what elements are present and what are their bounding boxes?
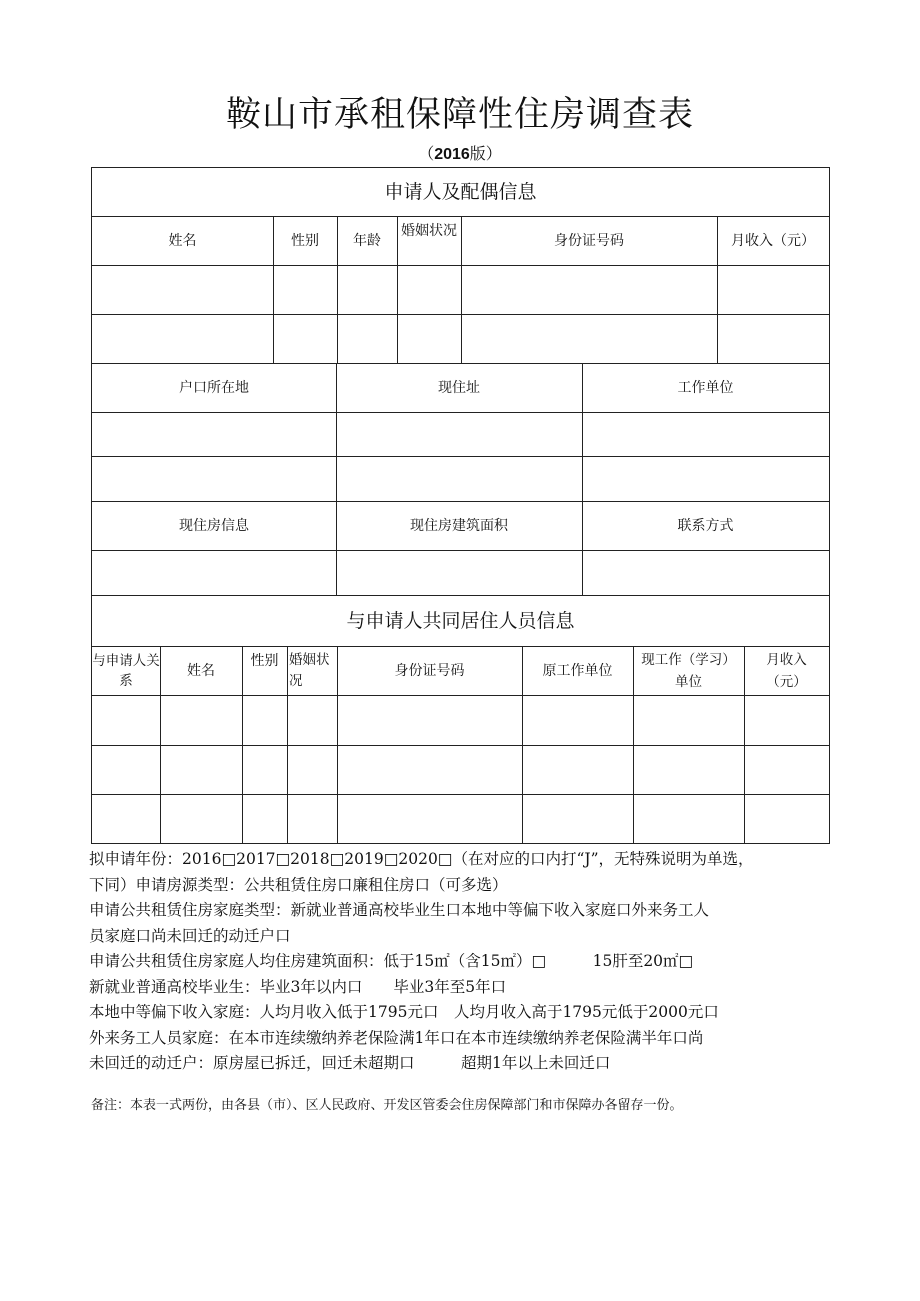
option-line-housing-type: 下同）申请房源类型：公共租赁住房口廉租住房口（可多选）	[89, 875, 508, 894]
option-line-graduate: 新就业普通高校毕业生：毕业3年以内口 毕业3年至5年口	[89, 977, 507, 996]
header-member-former-employer: 原工作单位	[542, 662, 613, 679]
header-member-gender: 性别	[250, 653, 279, 669]
header-contact: 联系方式	[677, 517, 734, 534]
header-marital-status: 婚姻状况	[401, 223, 457, 239]
option-line-family-type-cont: 员家庭口尚未回迁的动迁户口	[89, 926, 291, 945]
header-member-name: 姓名	[187, 662, 215, 679]
edition-year: 2016	[434, 146, 470, 163]
header-address: 现住址	[438, 379, 480, 396]
option-line-migrant: 外来务工人员家庭：在本市连续缴纳养老保险满1年口在本市连续缴纳养老保险满半年口尚	[89, 1028, 704, 1047]
edition-prefix: （	[418, 144, 435, 163]
header-member-id: 身份证号码	[394, 662, 465, 679]
section-applicant-title: 申请人及配偶信息	[384, 181, 537, 203]
header-id-number: 身份证号码	[554, 232, 624, 249]
header-housing-info: 现住房信息	[179, 517, 249, 534]
option-line-relocated: 未回迁的动迁户：原房屋已拆迁，回迁未超期口 超期1年以上未回迁口	[89, 1054, 611, 1072]
remark-note: 备注：本表一式两份，由各县（市）、区人民政府、开发区管委会住房保障部门和市保障办各留存一份。	[91, 1098, 683, 1113]
header-age: 年龄	[353, 232, 381, 249]
header-hukou: 户口所在地	[179, 379, 249, 396]
header-name: 姓名	[168, 232, 197, 249]
header-housing-area: 现住房建筑面积	[410, 517, 508, 534]
section-cohabitants-title: 与申请人共同居住人员信息	[346, 609, 575, 632]
header-employer: 工作单位	[677, 379, 734, 396]
header-relation: 与申请人关系	[92, 652, 160, 689]
option-line-area: 申请公共租赁住房家庭人均住房建筑面积：低于15㎡（含15㎡）□ 15肝至20㎡□	[89, 952, 694, 970]
header-member-marital: 婚姻状况	[289, 651, 330, 689]
option-line-income: 本地中等偏下收入家庭：人均月收入低于1795元口 人均月收入高于1795元低于2000元口	[89, 1003, 719, 1021]
option-line-year: 拟申请年份：2016□2017□2018□2019□2020□（在对应的口内打“J”，无特殊说明为单选，	[89, 850, 754, 868]
header-member-income: 月收入（元）	[766, 651, 807, 690]
survey-table	[91, 167, 830, 844]
option-line-family-type: 申请公共租赁住房家庭类型：新就业普通高校毕业生口本地中等偏下收入家庭口外来务工人	[89, 901, 710, 919]
edition-suffix: 版）	[469, 144, 502, 163]
application-options	[89, 847, 849, 1077]
header-member-current-employer: 现工作（学习）单位	[641, 651, 736, 690]
header-gender: 性别	[291, 232, 319, 249]
form-edition	[0, 143, 920, 166]
header-monthly-income: 月收入（元）	[731, 232, 815, 249]
form-title: 鞍山市承租保障性住房调查表	[225, 95, 694, 135]
